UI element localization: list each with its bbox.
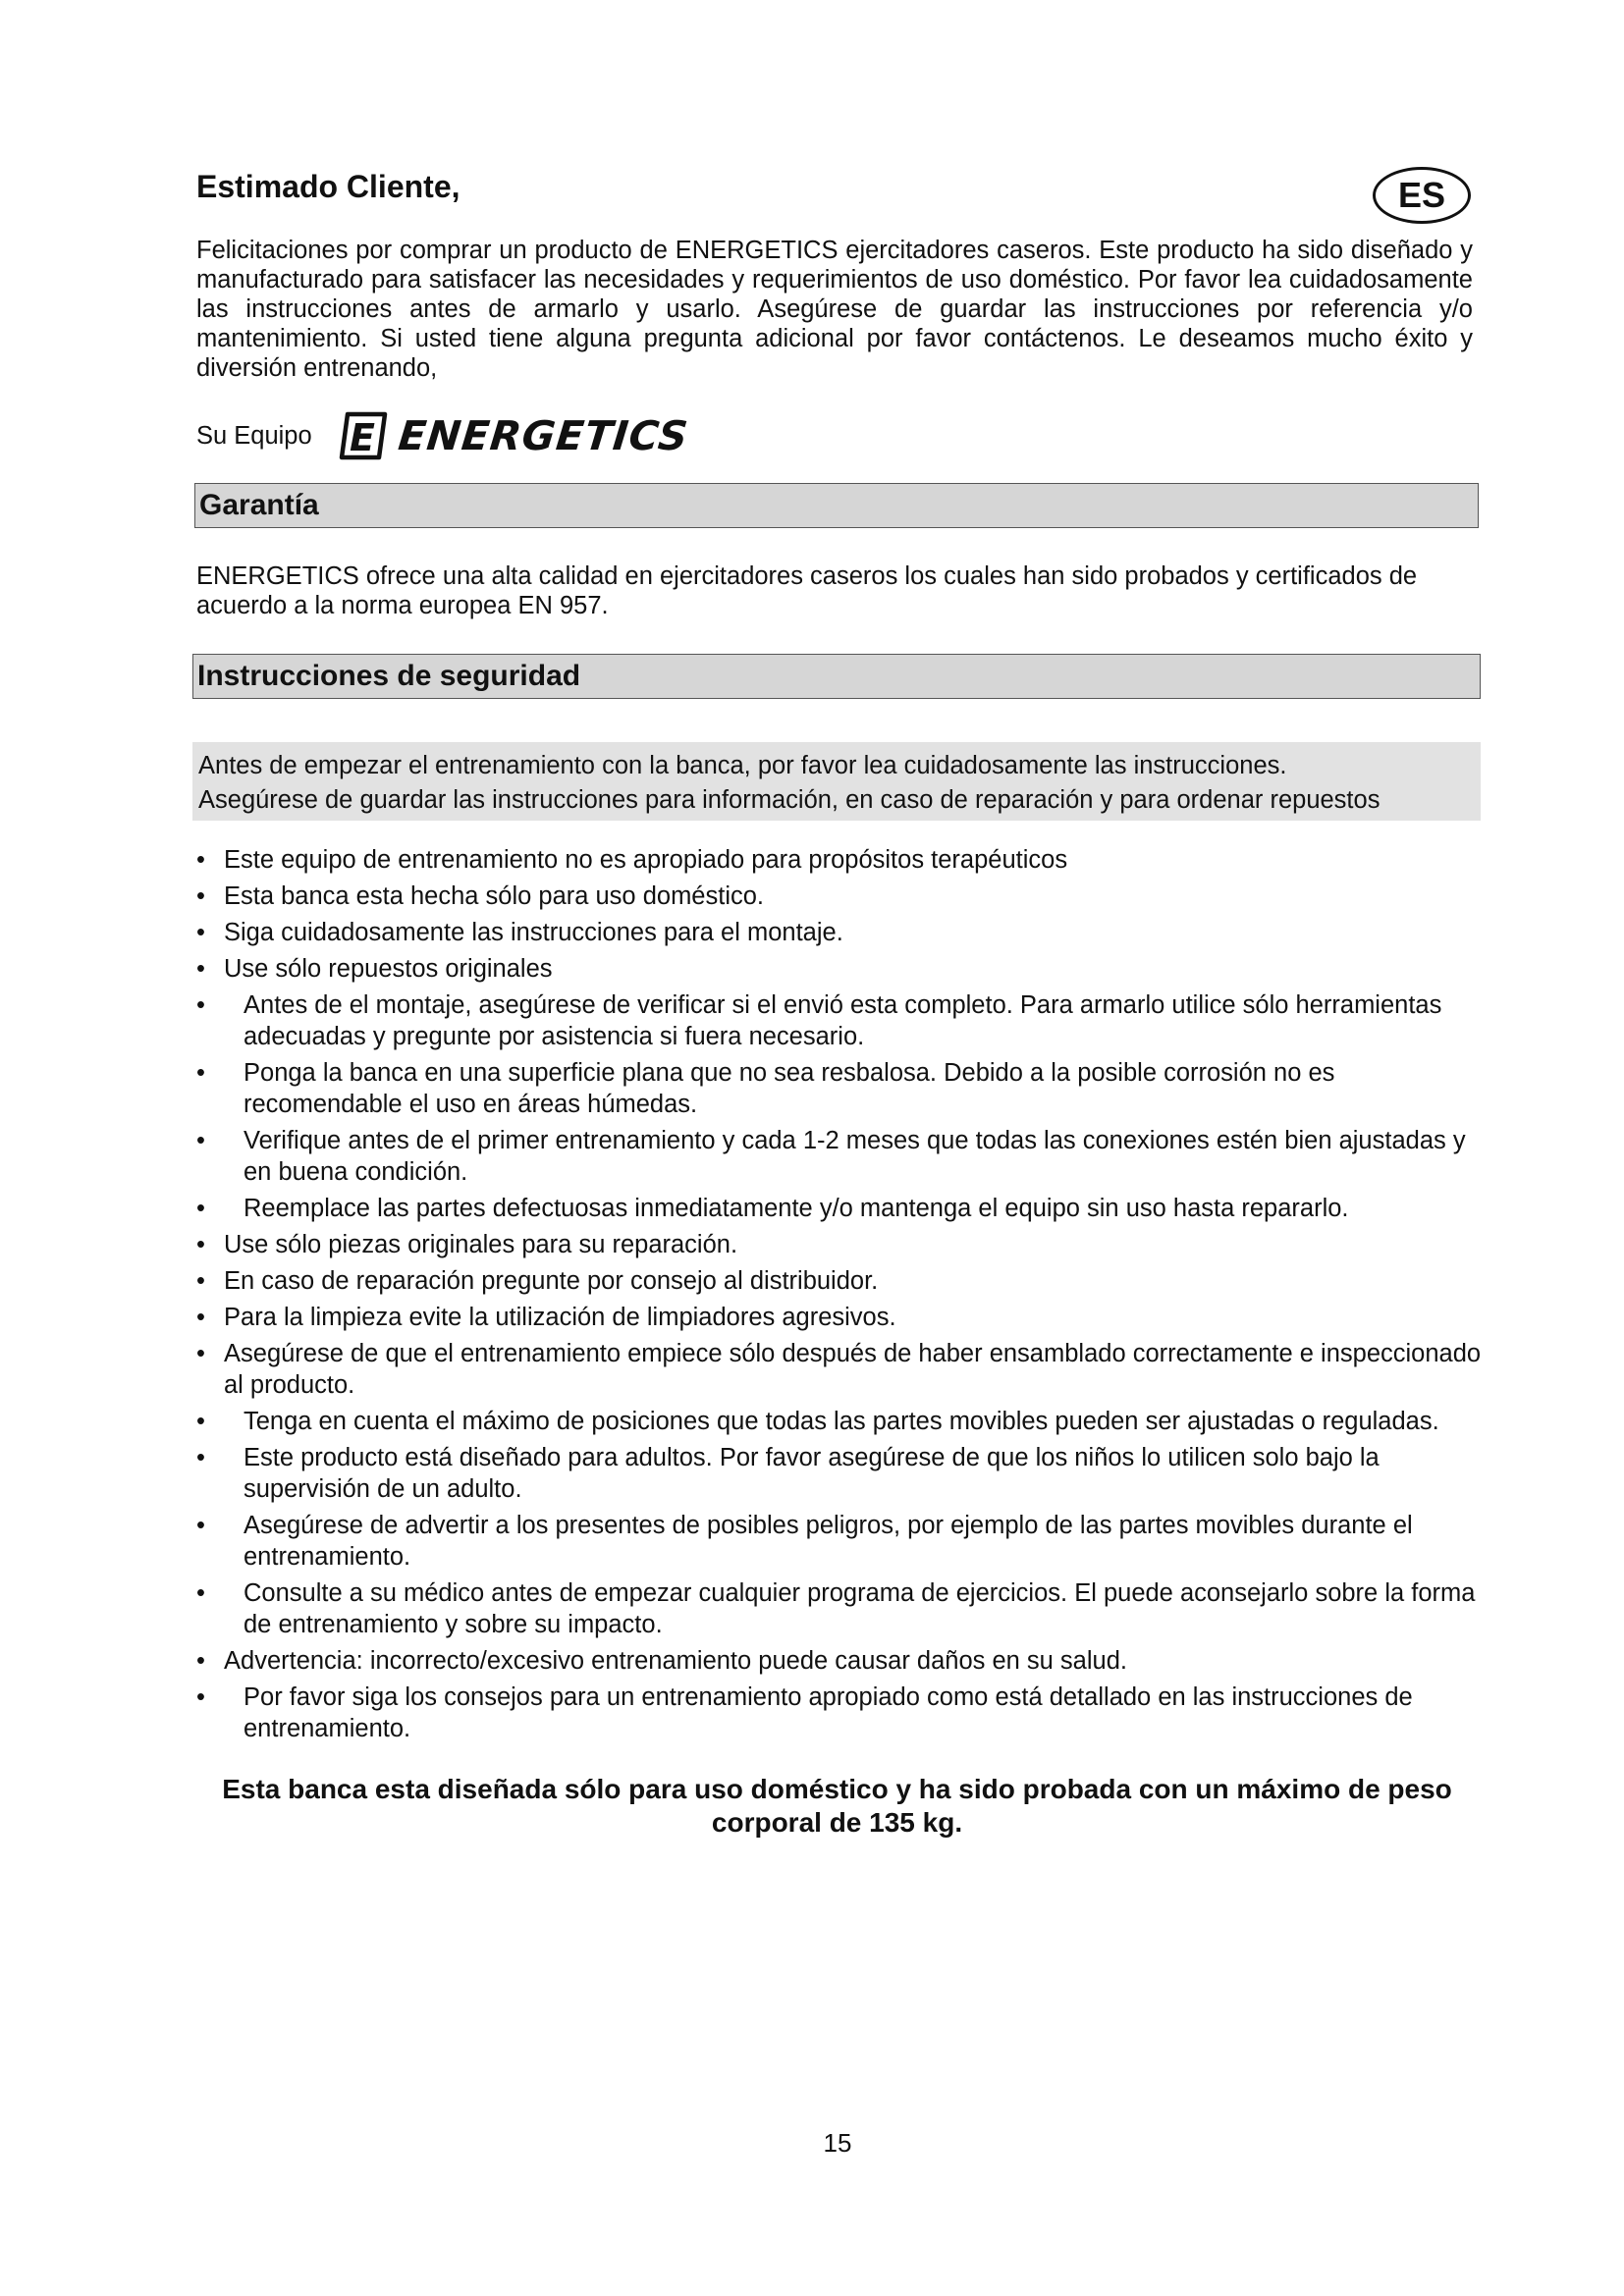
safety-notice-line: Asegúrese de guardar las instrucciones para información, en caso de reparación y para ordenar repuestos bbox=[198, 786, 1380, 814]
rule-text: Advertencia: incorrecto/excesivo entrenamiento puede causar daños en su salud. bbox=[224, 1647, 1127, 1675]
bullet-icon: • bbox=[196, 882, 205, 910]
list-item bbox=[196, 1057, 1485, 1120]
bullet-icon: • bbox=[196, 1512, 205, 1539]
list-item bbox=[196, 1442, 1485, 1505]
warranty-heading: Garantía bbox=[194, 483, 1479, 528]
brand-logo-icon bbox=[338, 411, 389, 460]
bullet-icon: • bbox=[196, 1444, 205, 1471]
bullet-icon: • bbox=[196, 991, 205, 1019]
list-item bbox=[196, 953, 1485, 985]
brand-logo-letter: E bbox=[349, 416, 375, 459]
list-item bbox=[196, 1682, 1485, 1744]
page-number: 15 bbox=[823, 2128, 852, 2158]
brand-logo bbox=[338, 411, 691, 460]
rule-text: Use sólo piezas originales para su reparación. bbox=[224, 1231, 738, 1258]
list-item bbox=[196, 1338, 1485, 1401]
rule-text: Tenga en cuenta el máximo de posiciones que todas las partes movibles pueden ser ajustadas o reguladas. bbox=[244, 1408, 1439, 1435]
rule-text: Asegúrese de que el entrenamiento empiece sólo después de haber ensamblado correctamente e inspeccionado al producto. bbox=[224, 1340, 1482, 1399]
list-item bbox=[196, 1125, 1485, 1188]
rule-text: Antes de el montaje, asegúrese de verificar si el envió esta completo. Para armarlo utilice sólo herramientas adecuadas y pregunte por asistencia si fuera necesario. bbox=[244, 991, 1442, 1050]
rule-text: Para la limpieza evite la utilización de limpiadores agresivos. bbox=[224, 1304, 896, 1331]
list-item bbox=[196, 1302, 1485, 1333]
list-item bbox=[196, 881, 1485, 912]
rule-text: Este equipo de entrenamiento no es apropiado para propósitos terapéuticos bbox=[224, 846, 1068, 874]
rule-text: Siga cuidadosamente las instrucciones para el montaje. bbox=[224, 919, 843, 946]
list-item bbox=[196, 1577, 1485, 1640]
bullet-icon: • bbox=[196, 1304, 205, 1331]
greeting-heading: Estimado Cliente, bbox=[196, 169, 460, 204]
rule-text: Reemplace las partes defectuosas inmediatamente y/o mantenga el equipo sin uso hasta repararlo. bbox=[244, 1195, 1349, 1222]
rule-text: Asegúrese de advertir a los presentes de posibles peligros, por ejemplo de las partes movibles durante el entrenamiento. bbox=[244, 1512, 1413, 1571]
intro-paragraph: Felicitaciones por comprar un producto de ENERGETICS ejercitadores caseros. Este producto ha sido diseñado y manufacturado para satisfacer las necesidades y requerimientos de uso doméstico. Por favor lea cuidadosamente las instrucciones antes de armarlo y usarlo. Asegúrese de guardar las instrucciones por referencia y/o mantenimiento. Si usted tiene alguna pregunta adicional por favor contáctenos. Le deseamos mucho éxito y diversión entrenando, bbox=[196, 237, 1473, 382]
rule-text: Use sólo repuestos originales bbox=[224, 955, 553, 983]
bullet-icon: • bbox=[196, 919, 205, 946]
rule-text: Esta banca esta hecha sólo para uso doméstico. bbox=[224, 882, 765, 910]
bullet-icon: • bbox=[196, 1683, 205, 1711]
warranty-text: ENERGETICS ofrece una alta calidad en ejercitadores caseros los cuales han sido probados y certificados de acuerdo a la norma europea EN 957. bbox=[196, 562, 1418, 619]
capacity-note: Esta banca esta diseñada sólo para uso doméstico y ha sido probada con un máximo de peso corporal de 135 kg. bbox=[222, 1774, 1452, 1838]
bullet-icon: • bbox=[196, 1127, 205, 1154]
rule-text: Consulte a su médico antes de empezar cualquier programa de ejercicios. El puede aconsejarlo sobre la forma de entrenamiento y sobre su impacto. bbox=[244, 1579, 1476, 1638]
bullet-icon: • bbox=[196, 1340, 205, 1367]
safety-notice-box bbox=[192, 742, 1481, 821]
bullet-icon: • bbox=[196, 1579, 205, 1607]
bullet-icon: • bbox=[196, 1647, 205, 1675]
rule-text: Verifique antes de el primer entrenamiento y cada 1-2 meses que todas las conexiones estén bien ajustadas y en buena condición. bbox=[244, 1127, 1466, 1186]
list-item bbox=[196, 1406, 1485, 1437]
list-item bbox=[196, 989, 1485, 1052]
safety-rules-list bbox=[196, 844, 1485, 1749]
bullet-icon: • bbox=[196, 1408, 205, 1435]
bullet-icon: • bbox=[196, 1231, 205, 1258]
bullet-icon: • bbox=[196, 1059, 205, 1087]
safety-notice-line: Antes de empezar el entrenamiento con la banca, por favor lea cuidadosamente las instrucciones. bbox=[198, 752, 1287, 779]
signature-line bbox=[196, 408, 691, 463]
list-item bbox=[196, 1645, 1485, 1677]
safety-heading: Instrucciones de seguridad bbox=[192, 654, 1481, 699]
rule-text: Por favor siga los consejos para un entrenamiento apropiado como está detallado en las instrucciones de entrenamiento. bbox=[244, 1683, 1413, 1742]
bullet-icon: • bbox=[196, 1195, 205, 1222]
rule-text: Este producto está diseñado para adultos. Por favor asegúrese de que los niños lo utilicen solo bajo la supervisión de un adulto. bbox=[244, 1444, 1380, 1503]
list-item bbox=[196, 1265, 1485, 1297]
list-item bbox=[196, 1229, 1485, 1260]
list-item bbox=[196, 1193, 1485, 1224]
brand-logo-wordmark: ENERGETICS bbox=[396, 412, 691, 459]
rule-text: Ponga la banca en una superficie plana que no sea resbalosa. Debido a la posible corrosión no es recomendable el uso en áreas húmedas. bbox=[244, 1059, 1335, 1118]
list-item bbox=[196, 917, 1485, 948]
list-item bbox=[196, 844, 1485, 876]
language-badge: ES bbox=[1373, 167, 1471, 224]
bullet-icon: • bbox=[196, 846, 205, 874]
bullet-icon: • bbox=[196, 1267, 205, 1295]
list-item bbox=[196, 1510, 1485, 1573]
rule-text: En caso de reparación pregunte por consejo al distribuidor. bbox=[224, 1267, 879, 1295]
bullet-icon: • bbox=[196, 955, 205, 983]
signature-label: Su Equipo bbox=[196, 421, 312, 450]
